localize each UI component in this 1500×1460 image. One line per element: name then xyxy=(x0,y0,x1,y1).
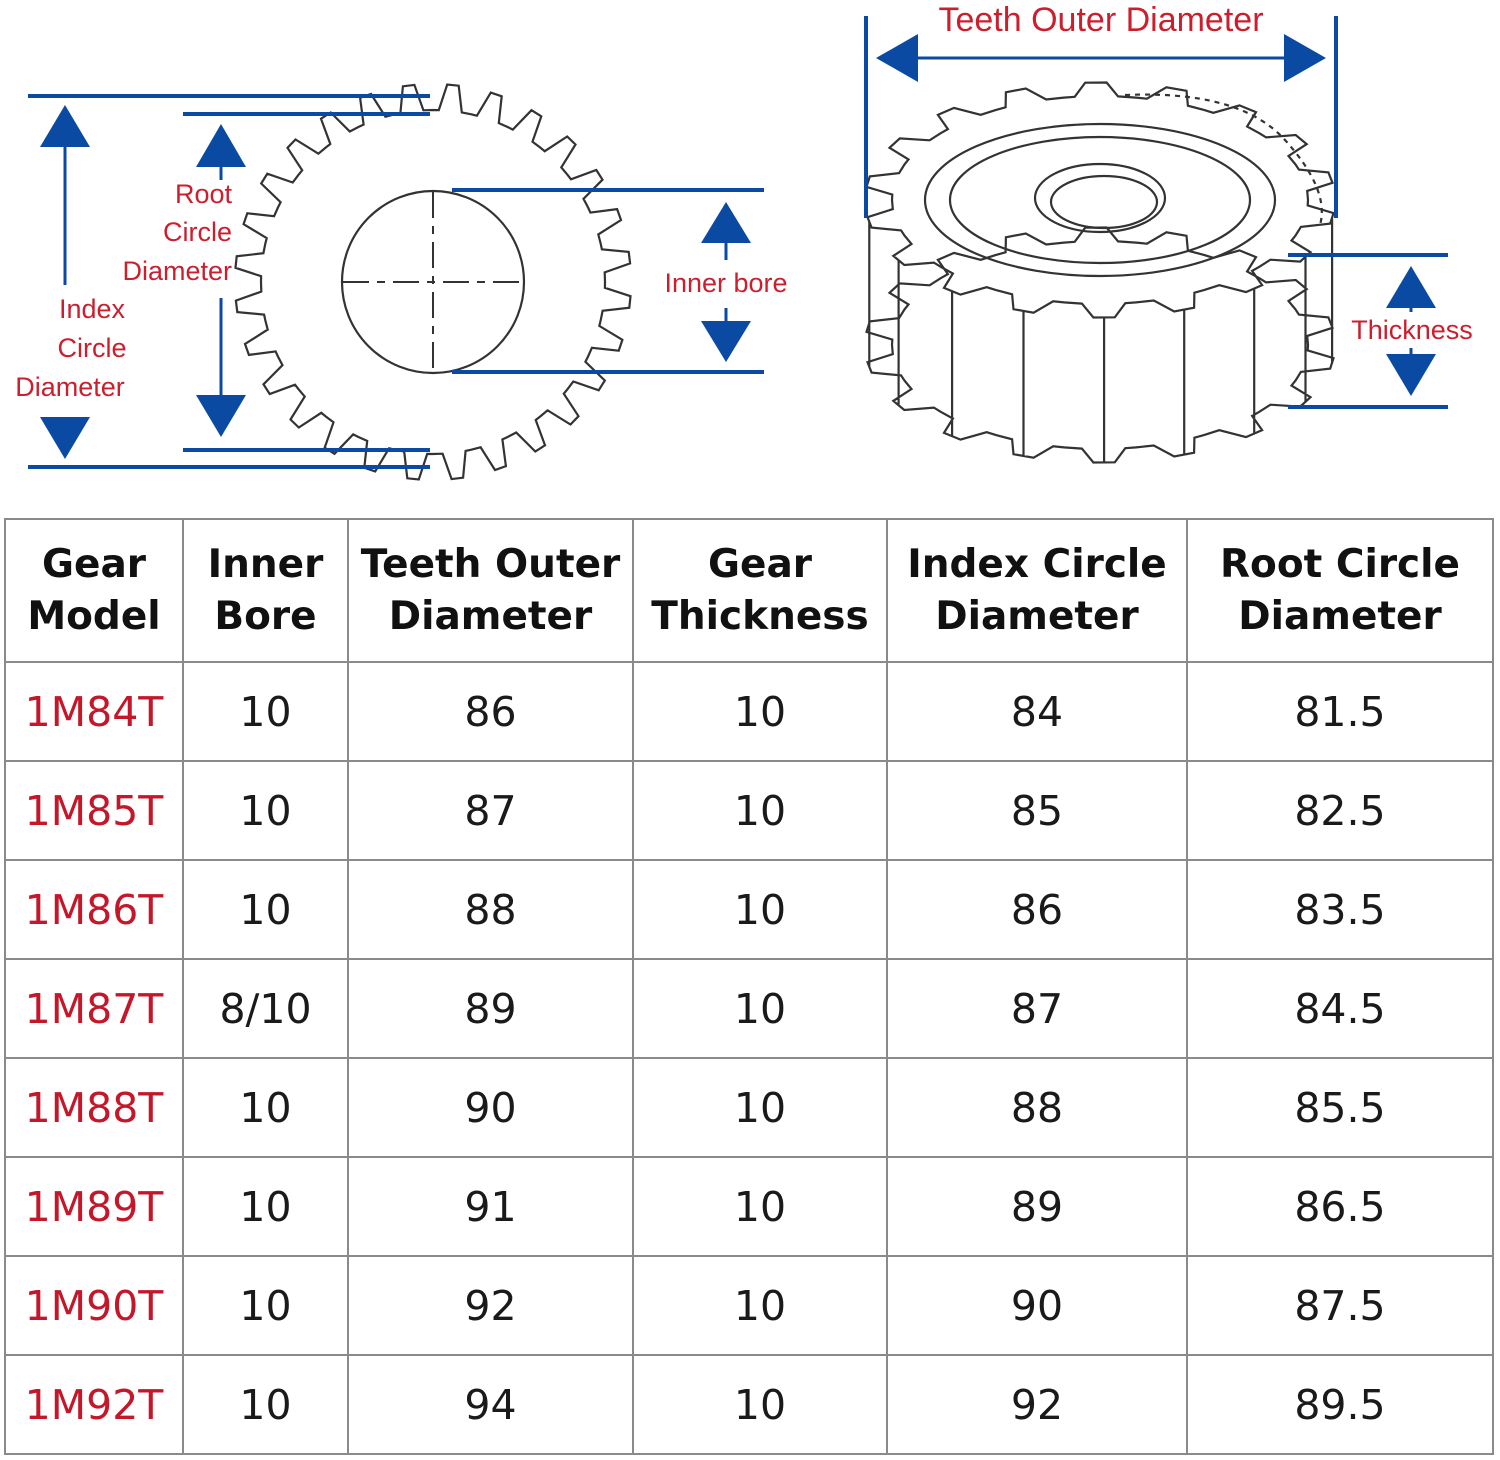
gear-hub-ring xyxy=(925,124,1275,276)
cell-root-circle-diameter: 83.5 xyxy=(1187,860,1493,959)
cell-teeth-outer-diameter: 87 xyxy=(348,761,633,860)
cell-inner-bore: 10 xyxy=(183,1058,348,1157)
right-arrow-icon xyxy=(1284,34,1326,82)
cell-teeth-outer-diameter: 90 xyxy=(348,1058,633,1157)
teeth-outer-dimension xyxy=(866,1,1336,218)
cell-root-circle-diameter: 84.5 xyxy=(1187,959,1493,1058)
table-header-row xyxy=(5,519,1493,662)
cell-teeth-outer-diameter: 89 xyxy=(348,959,633,1058)
cell-gear-thickness: 10 xyxy=(633,1058,887,1157)
up-arrow-icon xyxy=(1386,266,1436,308)
header-teeth-outer-diameter: Teeth Outer Diameter xyxy=(348,519,633,662)
thickness-label: Thickness xyxy=(1351,315,1473,345)
root-label-line3: Diameter xyxy=(122,256,232,286)
header-inner-bore: Inner Bore xyxy=(183,519,348,662)
cell-root-circle-diameter: 87.5 xyxy=(1187,1256,1493,1355)
cell-gear-thickness: 10 xyxy=(633,1355,887,1454)
down-arrow-icon xyxy=(701,321,751,362)
down-arrow-icon xyxy=(40,417,90,459)
table-row xyxy=(5,662,1493,761)
cell-root-circle-diameter: 81.5 xyxy=(1187,662,1493,761)
cell-gear-thickness: 10 xyxy=(633,860,887,959)
cell-inner-bore: 10 xyxy=(183,860,348,959)
cell-inner-bore: 8/10 xyxy=(183,959,348,1058)
table-row xyxy=(5,1355,1493,1454)
perspective-gear xyxy=(867,83,1334,463)
cell-inner-bore: 10 xyxy=(183,761,348,860)
cell-gear-thickness: 10 xyxy=(633,761,887,860)
header-gear-thickness: Gear Thickness xyxy=(633,519,887,662)
table-row xyxy=(5,860,1493,959)
table-row xyxy=(5,1157,1493,1256)
cell-inner-bore: 10 xyxy=(183,662,348,761)
index-label-line3: Diameter xyxy=(15,372,125,402)
gear-diagram xyxy=(0,0,1500,510)
cell-gear-model: 1M84T xyxy=(5,662,183,761)
header-gear-model: Gear Model xyxy=(5,519,183,662)
cell-gear-thickness: 10 xyxy=(633,1256,887,1355)
cell-teeth-outer-diameter: 88 xyxy=(348,860,633,959)
root-label-line1: Root xyxy=(174,179,232,209)
bore-outer-ellipse xyxy=(1035,164,1165,232)
cell-teeth-outer-diameter: 91 xyxy=(348,1157,633,1256)
table-row xyxy=(5,959,1493,1058)
cell-index-circle-diameter: 84 xyxy=(887,662,1187,761)
up-arrow-icon xyxy=(40,105,90,147)
table-row xyxy=(5,761,1493,860)
gear-top-teeth xyxy=(867,83,1334,318)
cell-root-circle-diameter: 89.5 xyxy=(1187,1355,1493,1454)
cell-index-circle-diameter: 87 xyxy=(887,959,1187,1058)
cell-gear-thickness: 10 xyxy=(633,1157,887,1256)
up-arrow-icon xyxy=(196,124,246,167)
down-arrow-icon xyxy=(196,395,246,437)
cell-index-circle-diameter: 89 xyxy=(887,1157,1187,1256)
table-row xyxy=(5,1058,1493,1157)
cell-teeth-outer-diameter: 86 xyxy=(348,662,633,761)
cell-teeth-outer-diameter: 92 xyxy=(348,1256,633,1355)
bore-inner-ellipse xyxy=(1051,176,1157,228)
inner-bore-label: Inner bore xyxy=(664,268,788,298)
cell-gear-model: 1M87T xyxy=(5,959,183,1058)
cell-root-circle-diameter: 86.5 xyxy=(1187,1157,1493,1256)
gear-hub-inner-ring xyxy=(950,137,1250,263)
table-row xyxy=(5,1256,1493,1355)
cell-index-circle-diameter: 90 xyxy=(887,1256,1187,1355)
cell-inner-bore: 10 xyxy=(183,1157,348,1256)
cell-root-circle-diameter: 85.5 xyxy=(1187,1058,1493,1157)
cell-inner-bore: 10 xyxy=(183,1256,348,1355)
cell-index-circle-diameter: 86 xyxy=(887,860,1187,959)
cell-index-circle-diameter: 85 xyxy=(887,761,1187,860)
cell-gear-model: 1M88T xyxy=(5,1058,183,1157)
cell-gear-model: 1M85T xyxy=(5,761,183,860)
cell-gear-model: 1M90T xyxy=(5,1256,183,1355)
header-index-circle-diameter: Index Circle Diameter xyxy=(887,519,1187,662)
header-root-circle-diameter: Root Circle Diameter xyxy=(1187,519,1493,662)
cell-inner-bore: 10 xyxy=(183,1355,348,1454)
teeth-outer-label: Teeth Outer Diameter xyxy=(938,1,1264,39)
left-arrow-icon xyxy=(876,34,918,82)
cell-index-circle-diameter: 88 xyxy=(887,1058,1187,1157)
cell-gear-thickness: 10 xyxy=(633,959,887,1058)
cell-root-circle-diameter: 82.5 xyxy=(1187,761,1493,860)
up-arrow-icon xyxy=(701,202,751,243)
cell-gear-model: 1M92T xyxy=(5,1355,183,1454)
index-label-line2: Circle xyxy=(57,333,127,363)
cell-gear-model: 1M86T xyxy=(5,860,183,959)
thickness-dimension xyxy=(1288,255,1473,407)
index-label-line1: Index xyxy=(58,294,126,324)
root-label-line2: Circle xyxy=(162,217,232,247)
gear-side-teeth xyxy=(867,218,1334,462)
gear-spec-table xyxy=(4,518,1494,1455)
down-arrow-icon xyxy=(1386,354,1436,396)
cell-teeth-outer-diameter: 94 xyxy=(348,1355,633,1454)
front-view-gear xyxy=(236,85,631,480)
cell-gear-model: 1M89T xyxy=(5,1157,183,1256)
cell-gear-thickness: 10 xyxy=(633,662,887,761)
cell-index-circle-diameter: 92 xyxy=(887,1355,1187,1454)
